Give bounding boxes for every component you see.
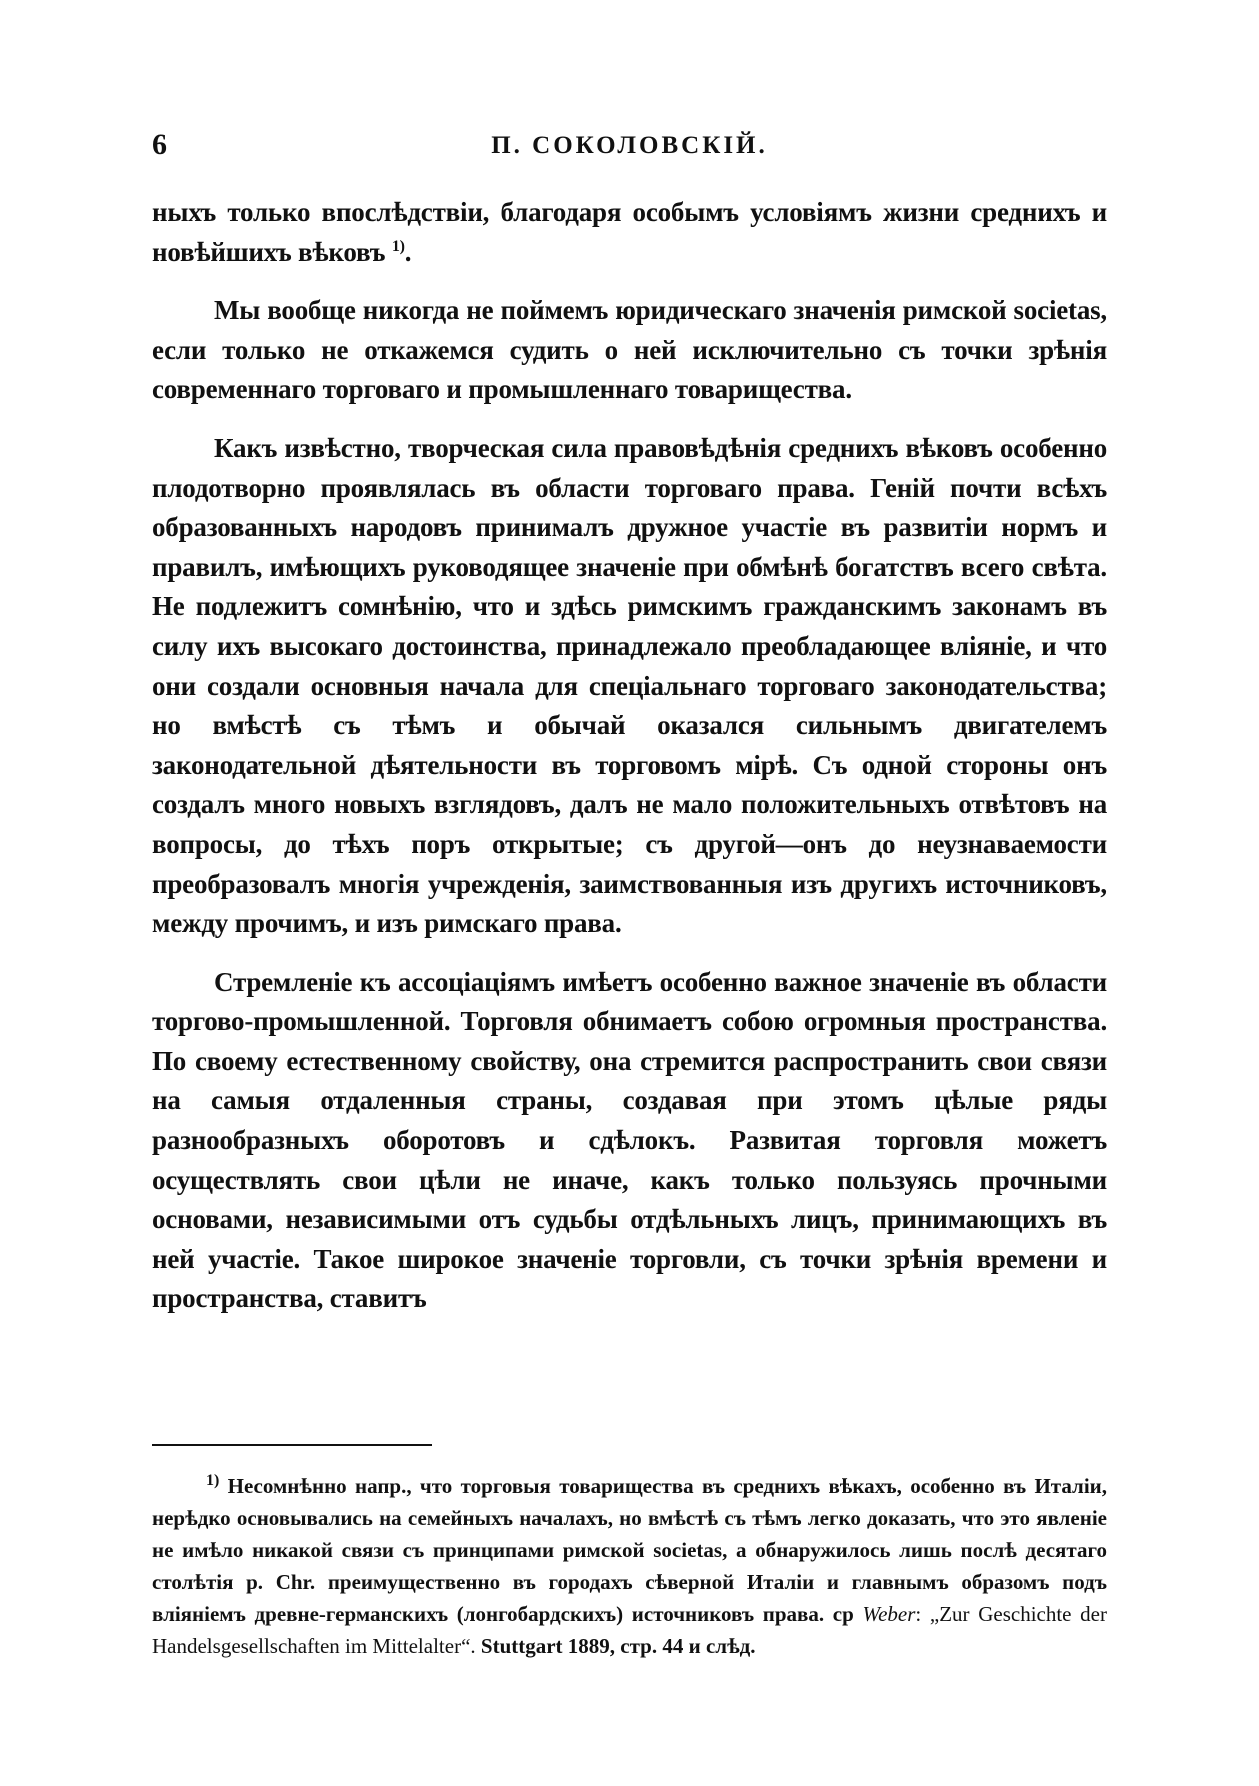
paragraph-1: ныхъ только впослѣдствіи, благодаря особымъ условіямъ жизни среднихъ и новѣйшихъ вѣковъ $^{1)}$. [152, 197, 1107, 267]
footnote-rule [152, 1444, 432, 1446]
page-number: 6 [152, 128, 167, 161]
paragraph-4: Стремленіе къ ассоціаціямъ имѣетъ особенно важное значеніе въ области торгово-промышленной. Торговля обнимаетъ собою огромныя пространства. По своему естественному свойству, она стремится распространить свои связи на самыя отдаленныя страны, создавая при этомъ цѣлые ряды разнообразныхъ оборотовъ и сдѣлокъ. Развитая торговля можетъ осуществлять свои цѣли не иначе, какъ только пользуясь прочными основами, независимыми отъ судьбы отдѣльныхъ лицъ, принимающихъ въ ней участіе. Такое широкое значеніе торговли, съ точки зрѣнія времени и пространства, ставитъ [152, 966, 1107, 1314]
footnote-author: Weber [862, 1602, 916, 1626]
page-header [152, 128, 1107, 168]
footnote-reference: 1) [391, 237, 405, 255]
footnote-text: Несомнѣнно напр., что торговыя товарищества въ среднихъ вѣкахъ, особенно въ Италіи, нерѣдко основывались на семейныхъ началахъ, но вмѣстѣ съ тѣмъ легко доказать, что это явленіе не имѣло никакой связи съ принципами римской societas, а обнаружилось лишь послѣ десятаго столѣтія р. Chr. преимущественно въ городахъ сѣверной Италіи и главнымъ образомъ подъ вліяніемъ древне-германскихъ (лонгобардскихъ) источниковъ права. ср [152, 1474, 1107, 1626]
footnote-publication: Stuttgart 1889, стр. 44 и слѣд. [475, 1634, 756, 1658]
paragraph-2: Мы вообще никогда не поймемъ юридическаго значенія римской societas, если только не откажемся судить о ней исключительно съ точки зрѣнія современнаго торговаго и промышленнаго товарищества. [152, 295, 1107, 405]
paragraph-3: Какъ извѣстно, творческая сила правовѣдѣнія среднихъ вѣковъ особенно плодотворно проявлялась въ области торговаго права. Геній почти всѣхъ образованныхъ народовъ принималъ дружное участіе въ развитіи нормъ и правилъ, имѣющихъ руководящее значеніе при обмѣнѣ богатствъ всего свѣта. Не подлежитъ сомнѣнію, что и здѣсь римскимъ гражданскимъ законамъ въ силу ихъ высокаго достоинства, принадлежало преобладающее вліяніе, и что они создали основныя начала для спеціальнаго торговаго законодательства; но вмѣстѣ съ тѣмъ и обычай оказался сильнымъ двигателемъ законодательной дѣятельности въ торговомъ мірѣ. Съ одной стороны онъ создалъ много новыхъ взглядовъ, далъ не мало положительныхъ отвѣтовъ на вопросы, до тѣхъ поръ открытые; съ другой—онъ до неузнаваемости преобразовалъ многія учрежденія, заимствованныя изъ другихъ источниковъ, между прочимъ, и изъ римскаго права. [152, 432, 1107, 939]
running-head: П. СОКОЛОВСКІЙ. [491, 132, 768, 159]
footnote-citation-title: : „Zur Geschichte der Handelsgesellschaften im Mittelalter“. [152, 1602, 1107, 1658]
footnote-mark: 1) [206, 1472, 220, 1489]
paragraph-1-text: ныхъ только впослѣдствіи, благодаря особымъ условіямъ жизни среднихъ и новѣйшихъ вѣковъ [152, 197, 1107, 267]
footnote [152, 1470, 1107, 1662]
body-text [152, 193, 1107, 1338]
